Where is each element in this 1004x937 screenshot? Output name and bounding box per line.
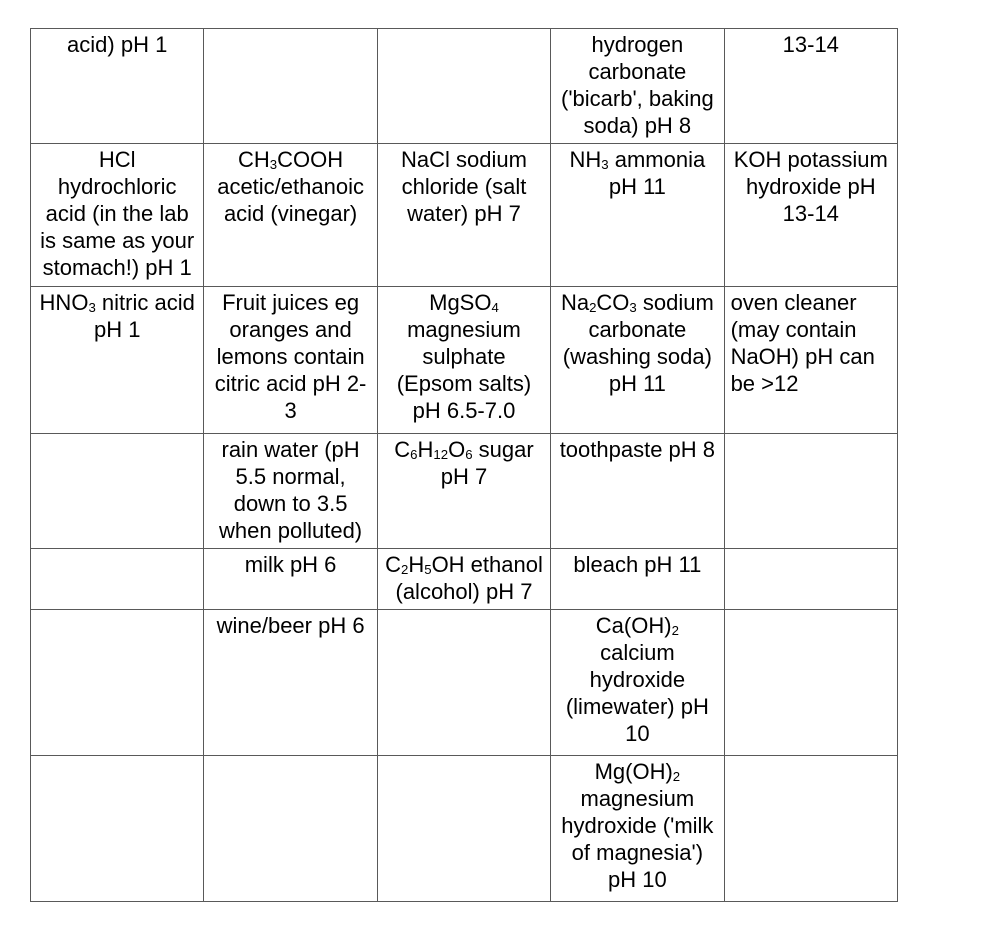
table-cell: acid) pH 1 [31, 29, 204, 144]
formula-subscript: 3 [601, 157, 609, 173]
formula-subscript: 4 [491, 300, 499, 316]
table-row [31, 29, 898, 144]
formula-subscript: 6 [465, 447, 473, 463]
formula-subscript: 6 [410, 447, 418, 463]
table-cell: $NH_3$ ammonia pH 11 [551, 144, 724, 287]
table-cell: $Ca(OH)_2$ calcium hydroxide (limewater) pH 10 [551, 610, 724, 756]
table-cell [724, 610, 897, 756]
table-cell [31, 756, 204, 902]
ph-substances-table [30, 28, 898, 902]
table-cell: HCl hydrochloric acid (in the lab is same as your stomach!) pH 1 [31, 144, 204, 287]
formula-subscript: 3 [269, 157, 278, 173]
table-cell: toothpaste pH 8 [551, 434, 724, 549]
table-cell [31, 549, 204, 610]
table-cell [204, 756, 377, 902]
table-cell [724, 756, 897, 902]
table-cell: $HNO_3$ nitric acid pH 1 [31, 287, 204, 434]
table-cell [377, 756, 550, 902]
table-row [31, 287, 898, 434]
formula-subscript: 2 [671, 623, 679, 639]
table-cell [724, 549, 897, 610]
table-body [31, 29, 898, 902]
table-cell: wine/beer pH 6 [204, 610, 377, 756]
table-cell: hydrogen carbonate ('bicarb', baking soda) pH 8 [551, 29, 724, 144]
table-cell: $Na_2CO_3$ sodium carbonate (washing soda) pH 11 [551, 287, 724, 434]
table-cell: $C_6H_{12}O_6$ sugar pH 7 [377, 434, 550, 549]
table-row [31, 610, 898, 756]
table-cell [204, 29, 377, 144]
table-cell [377, 29, 550, 144]
table-row [31, 434, 898, 549]
formula-subscript: 3 [629, 300, 637, 316]
table-row [31, 756, 898, 902]
table-cell: NaCl sodium chloride (salt water) pH 7 [377, 144, 550, 287]
table-cell: rain water (pH 5.5 normal, down to 3.5 when polluted) [204, 434, 377, 549]
formula-subscript: 12 [433, 447, 449, 463]
table-cell: $CH_3COOH$ acetic/ethanoic acid (vinegar) [204, 144, 377, 287]
table-cell [31, 434, 204, 549]
formula-subscript: 3 [88, 300, 96, 316]
table-row [31, 144, 898, 287]
table-cell: bleach pH 11 [551, 549, 724, 610]
table-row [31, 549, 898, 610]
table-cell [377, 610, 550, 756]
table-cell: MgSO$_4$ magnesium sulphate (Epsom salts) pH 6.5-7.0 [377, 287, 550, 434]
formula-subscript: 2 [672, 769, 681, 785]
table-cell: 13-14 [724, 29, 897, 144]
table-cell: $Mg(OH)_2$ magnesium hydroxide ('milk of magnesia') pH 10 [551, 756, 724, 902]
table-cell [31, 610, 204, 756]
table-cell [724, 434, 897, 549]
formula-subscript: 5 [424, 562, 432, 578]
table-cell: oven cleaner (may contain NaOH) pH can be >12 [724, 287, 897, 434]
table-cell: KOH potassium hydroxide pH 13-14 [724, 144, 897, 287]
table-cell: milk pH 6 [204, 549, 377, 610]
table-cell: $C_2H_5OH$ ethanol (alcohol) pH 7 [377, 549, 550, 610]
table-cell: Fruit juices eg oranges and lemons contain citric acid pH 2-3 [204, 287, 377, 434]
formula-subscript: 2 [400, 562, 409, 578]
formula-subscript: 2 [589, 300, 597, 316]
